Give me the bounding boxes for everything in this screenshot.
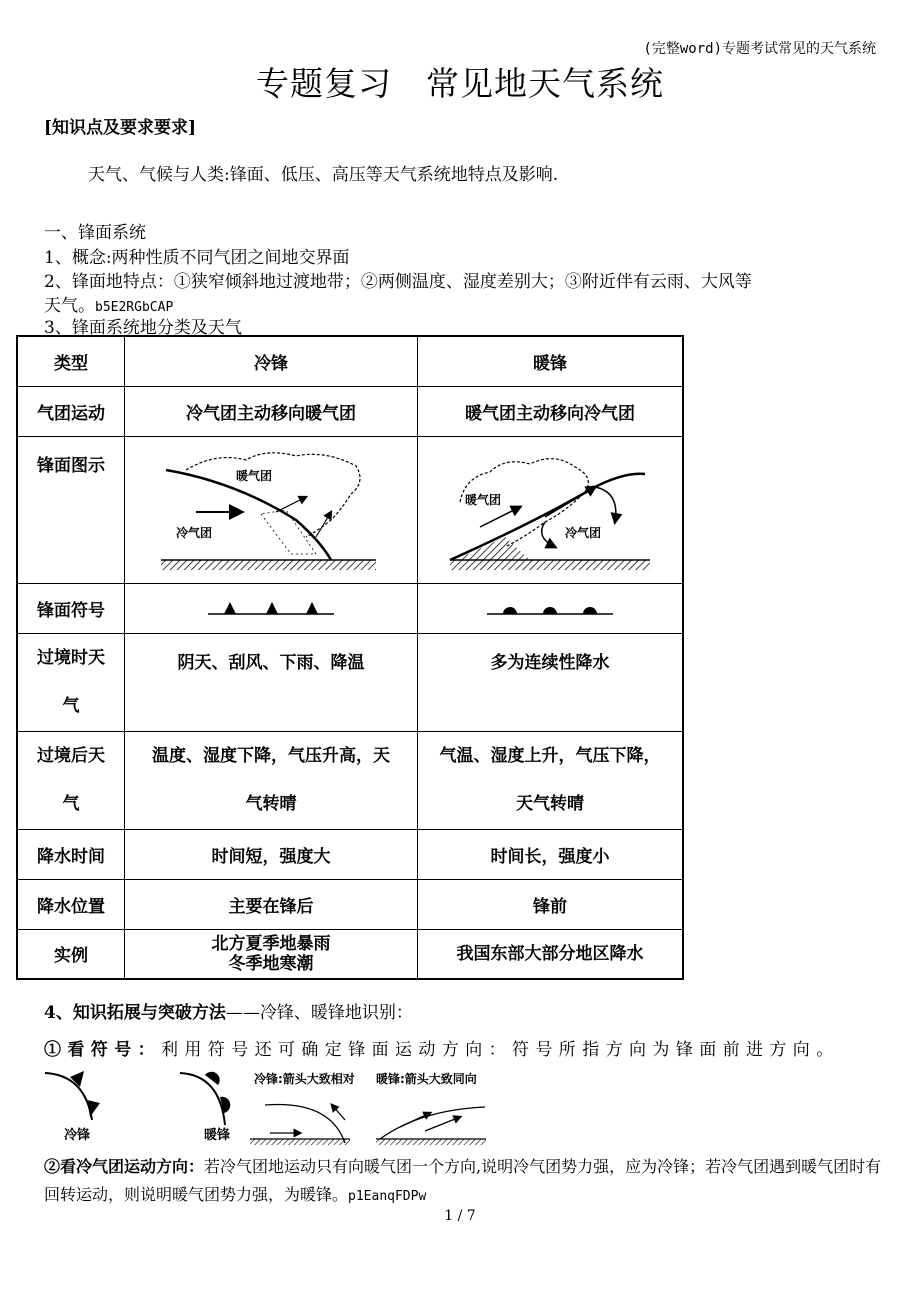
point2-text: 若冷气团地运动只有向暖气团一个方向,说明冷气团势力强，应为冷锋；若冷气团遇到暖气团时有回转运动，则说明暖气团势力强，为暖锋。 bbox=[44, 1157, 882, 1204]
classification-line: 3、锋面系统地分类及天气 bbox=[44, 318, 242, 338]
cold-arrow-caption: 冷锋:箭头大致相对 bbox=[254, 1072, 355, 1086]
requirements-heading: [知识点及要求要求] bbox=[44, 118, 197, 138]
cold-front-symbol bbox=[206, 596, 336, 616]
warm-diagram-warm-label: 暖气团 bbox=[465, 493, 502, 507]
figure-warm-label: 暖锋 bbox=[204, 1128, 231, 1143]
warm-arrow-caption: 暖锋:箭头大致同向 bbox=[376, 1072, 477, 1086]
cell-warm: 锋前 bbox=[418, 879, 684, 929]
point1-text: 利用符号还可确定锋面运动方向：符号所指方向为锋面前进方向。 bbox=[161, 1040, 840, 1060]
header-warm: 暖锋 bbox=[418, 336, 684, 386]
row-label: 实例 bbox=[17, 929, 125, 979]
cell-cold-symbol bbox=[125, 583, 418, 633]
row-label bbox=[17, 633, 125, 731]
cell-cold-line2: 气转晴 bbox=[245, 794, 297, 814]
point2-bold: ②看冷气团运动方向： bbox=[44, 1157, 205, 1176]
table-row bbox=[17, 879, 683, 929]
warm-diagram-cold-label: 冷气团 bbox=[565, 526, 602, 540]
section4-heading-rest: ——冷锋、暖锋地识别： bbox=[225, 1003, 413, 1023]
cell-cold-line1: 温度、湿度下降，气压升高，天 bbox=[152, 746, 390, 766]
page-title: 专题复习 常见地天气系统 bbox=[256, 64, 664, 103]
warm-front-diagram bbox=[445, 442, 655, 572]
cell-warm: 我国东部大部分地区降水 bbox=[418, 929, 684, 979]
cell-cold-line2: 冬季地寒潮 bbox=[228, 953, 314, 974]
row-label: 气团运动 bbox=[17, 386, 125, 436]
cell-warm-line2: 天气转晴 bbox=[516, 794, 584, 814]
cold-diagram-cold-label: 冷气团 bbox=[176, 526, 213, 540]
table-header-row bbox=[17, 336, 683, 386]
cell-cold bbox=[125, 929, 418, 979]
row-label: 降水时间 bbox=[17, 829, 125, 879]
features-line: 2、锋面地特点：①狭窄倾斜地过渡地带；②两侧温度、湿度差别大；③附近伴有云雨、大风等 bbox=[44, 272, 752, 292]
cell-warm-symbol bbox=[418, 583, 684, 633]
section4-heading bbox=[44, 998, 413, 1023]
row-label-line1: 过境后天 bbox=[37, 746, 105, 766]
table-row bbox=[17, 731, 683, 829]
section4-heading-bold: 4、知识拓展与突破方法 bbox=[44, 1003, 226, 1023]
cell-warm: 时间长，强度小 bbox=[418, 829, 684, 879]
table-row bbox=[17, 929, 683, 979]
row-label: 锋面符号 bbox=[17, 583, 125, 633]
point2 bbox=[44, 1153, 884, 1211]
section1-heading: 一、锋面系统 bbox=[44, 223, 146, 243]
row-label: 降水位置 bbox=[17, 879, 125, 929]
point1-bold: ①看符号： bbox=[44, 1040, 161, 1060]
cold-front-diagram bbox=[156, 442, 386, 572]
cell-warm-diagram bbox=[418, 436, 684, 583]
table-row bbox=[17, 583, 683, 633]
cell-cold: 主要在锋后 bbox=[125, 879, 418, 929]
cell-cold bbox=[125, 731, 418, 829]
cell-cold: 时间短，强度大 bbox=[125, 829, 418, 879]
features-code: b5E2RGbCAP bbox=[95, 300, 174, 315]
cell-warm-line1: 气温、湿度上升，气压下降， bbox=[439, 746, 661, 766]
table-row bbox=[17, 386, 683, 436]
cold-diagram-warm-label: 暖气团 bbox=[236, 469, 273, 483]
front-identification-figure bbox=[40, 1065, 500, 1147]
concept-line: 1、概念:两种性质不同气团之间地交界面 bbox=[44, 248, 350, 268]
cell-cold-line1: 北方夏季地暴雨 bbox=[211, 933, 331, 954]
point2-code: p1EanqFDPw bbox=[348, 1189, 427, 1204]
cell-cold: 冷气团主动移向暖气团 bbox=[125, 386, 418, 436]
table-row bbox=[17, 829, 683, 879]
intro-text: 天气、气候与人类:锋面、低压、高压等天气系统地特点及影响. bbox=[88, 165, 559, 185]
row-label: 锋面图示 bbox=[17, 436, 125, 583]
row-label-line2: 气 bbox=[62, 696, 80, 716]
cell-cold-diagram bbox=[125, 436, 418, 583]
features-line2-text: 天气。 bbox=[44, 296, 95, 316]
cell-warm bbox=[418, 731, 684, 829]
front-table bbox=[16, 335, 684, 980]
row-label bbox=[17, 731, 125, 829]
point1 bbox=[44, 1035, 884, 1060]
header-note: (完整word)专题考试常见的天气系统 bbox=[643, 41, 876, 57]
cell-warm: 暖气团主动移向冷气团 bbox=[418, 386, 684, 436]
warm-front-symbol bbox=[485, 596, 615, 616]
cell-cold: 阴天、刮风、下雨、降温 bbox=[125, 633, 418, 731]
header-type: 类型 bbox=[17, 336, 125, 386]
row-label-line1: 过境时天 bbox=[37, 648, 105, 668]
table-row bbox=[17, 633, 683, 731]
figure-cold-label: 冷锋 bbox=[64, 1128, 91, 1143]
header-cold: 冷锋 bbox=[125, 336, 418, 386]
row-label-line2: 气 bbox=[62, 794, 80, 814]
page-number: 1 / 7 bbox=[444, 1208, 476, 1224]
cell-warm: 多为连续性降水 bbox=[418, 633, 684, 731]
table-row bbox=[17, 436, 683, 583]
